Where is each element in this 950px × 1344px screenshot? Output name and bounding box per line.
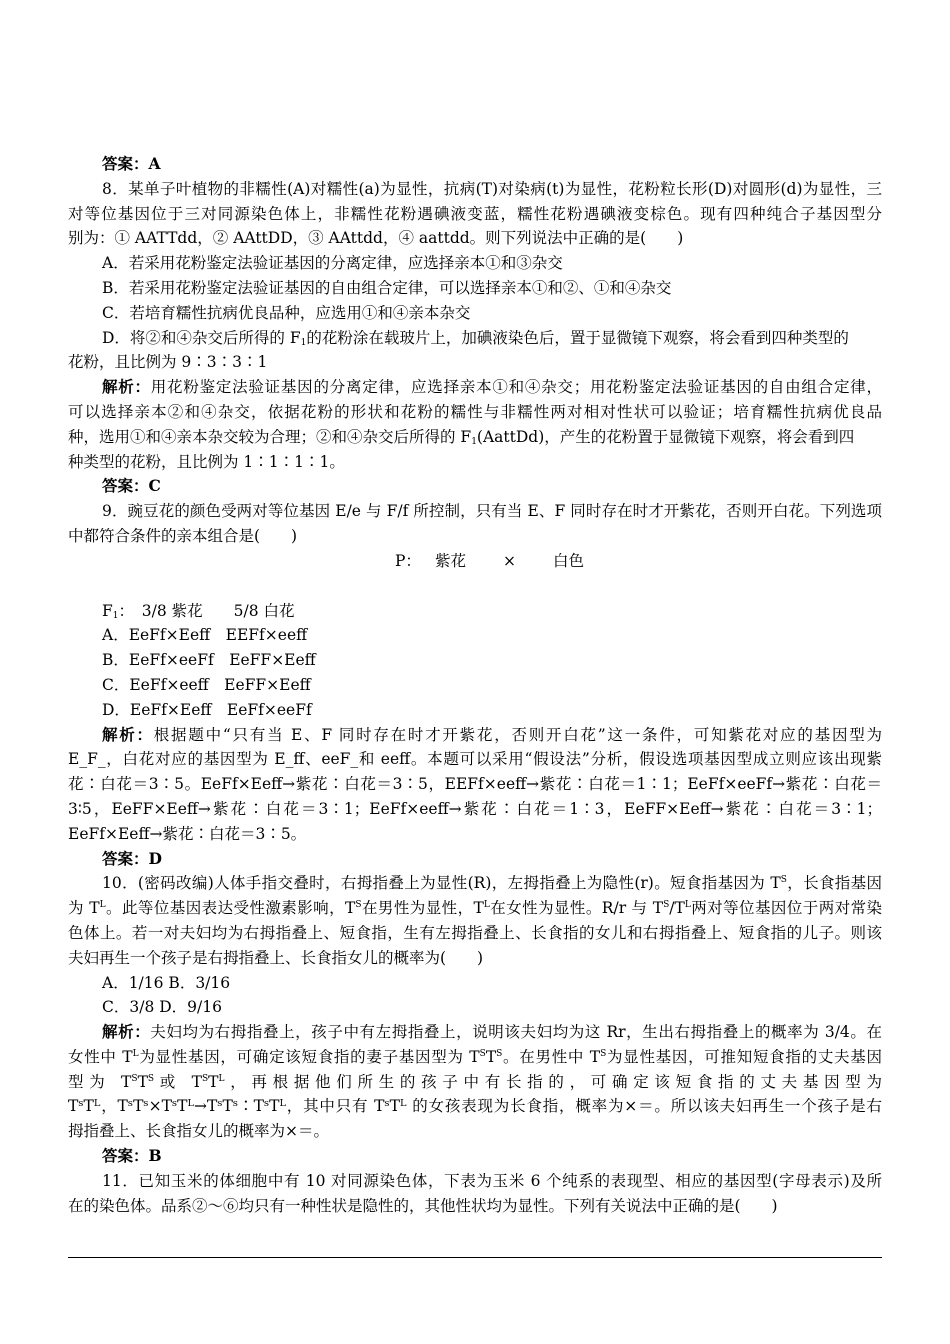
q10-analysis-text-3e: ，再根据他们所生的孩子中有长指的，可确定该短食指的丈夫基因型为 [224, 1072, 882, 1091]
q10-options-line-2: C．3/8 D．9/16 [102, 998, 222, 1017]
q9-cross-diagram [68, 549, 882, 574]
q10-analysis-sup-3c: S [202, 1073, 209, 1084]
q8-option-d-line-2: 花粉，且比例为 9∶3∶3∶1 [68, 353, 268, 372]
q10-analysis-sup-2a: L [132, 1048, 139, 1059]
q10-stem-line-4: 夫妇再生一个孩子是右拇指叠上、长食指女儿的概率为( ) [68, 948, 484, 967]
q10-analysis-line-2 [68, 1045, 882, 1070]
q9-option-a: A．EeFf×Eeff EEFf×eeff [102, 626, 308, 645]
q9-analysis-line-4: 3∶5，EeFF×Eeff→紫花∶白花＝3∶1；EeFf×eeff→紫花∶白花＝1∶3，EeFF×Eeff→紫花∶白花＝3∶1； [68, 799, 882, 818]
q9-option-c: C．EeFf×eeff EeFF×Eeff [102, 675, 311, 694]
q10-stem-sup-2e: L [684, 900, 691, 911]
q8-option-a: A．若采用花粉鉴定法验证基因的分离定律，应选择亲本①和③杂交 [102, 254, 563, 273]
q11-stem-line-2: 在的染色体。品系②～⑥均只有一种性状是隐性的，其他性状均为显性。下列有关说法中正确的是( ) [68, 1196, 778, 1215]
q9-analysis-line-3: 花∶白花＝3∶5。EeFf×Eeff→紫花∶白花＝3∶5，EEFf×eeff→紫花∶白花＝1∶1；EeFf×eeFf→紫花∶白花＝ [68, 775, 882, 794]
q10-stem-text-1a: 10．(密码改编)人体手指交叠时，右拇指叠上为显性(R)，左拇指叠上为隐性(r)。短食指基因为 T [102, 874, 781, 893]
q9-analysis-line-5: EeFf×Eeff→紫花∶白花＝3∶5。 [68, 824, 307, 843]
q9-cross-p: P： [395, 551, 421, 570]
q10-analysis-sup-2b: S [479, 1048, 486, 1059]
q9-cross-symbol: × [503, 551, 516, 570]
q10-stem-line-3: 色体上。若一对夫妇均为右拇指叠上、短食指，生有左拇指叠上、长食指的女儿和右拇指叠上、短食指的儿子。则该 [68, 923, 882, 942]
q7-answer: 答案：A [102, 154, 161, 173]
q8-option-d-line-1 [68, 326, 882, 351]
q10-stem-text-2d: 在女性为显性。R/r 与 T [489, 899, 664, 918]
q9-answer: 答案：D [102, 848, 162, 868]
q10-analysis-sup-3a: S [131, 1073, 138, 1084]
q9-f1-ratio: ： 3/8 紫花 5/8 白花 [118, 601, 295, 620]
q9-stem-line-1: 9．豌豆花的颜色受两对等位基因 E/e 与 F/f 所控制，只有当 E、F 同时存在时才开紫花，否则开白花。下列选项 [102, 502, 882, 521]
q10-stem-sup-2d: S [663, 900, 670, 911]
q10-analysis-sup-3b: S [147, 1073, 155, 1084]
q9-cross-parent-b: 白色 [553, 551, 585, 570]
q8-analysis-line-2: 可以选择亲本②和④杂交，依据花粉的形状和花粉的糯性与非糯性两对相对性状可以验证；培育糯性抗病优良品 [68, 402, 882, 421]
q10-analysis-label: 解析： [102, 1022, 151, 1042]
q10-analysis-sup-2d: S [600, 1048, 607, 1059]
q10-analysis-text-2e: 为显性基因，可推知短食指的丈夫基因 [606, 1047, 882, 1066]
q11-stem-line-1: 11．已知玉米的体细胞中有 10 对同源染色体，下表为玉米 6 个纯系的表现型、相应的基因型(字母表示)及所 [102, 1171, 882, 1190]
q8-stem-line-2: 对等位基因位于三对同源染色体上，非糯性花粉遇碘液变蓝，糯性花粉遇碘液变棕色。现有四种纯合子基因型分 [68, 204, 882, 223]
q8-analysis-text-3a: 种，选用①和④亲本杂交较为合理；②和④杂交后所得的 F [68, 427, 472, 446]
q10-stem-text-2b: 。此等位基因表达受性激素影响，T [105, 899, 356, 918]
q9-f1-line [68, 599, 882, 624]
q10-analysis-text-3c: 或 T [154, 1072, 202, 1091]
q10-analysis-text-2d: 。在男性中 T [502, 1047, 601, 1066]
q9-analysis-text-1: 根据题中“只有当 E、F 同时存在时才开紫花，否则开白花”这一条件，可知紫花对应的基因型为 [153, 725, 882, 744]
q10-stem-sup-2c: L [483, 900, 490, 911]
q10-analysis-text-2c: T [485, 1047, 497, 1066]
q8-option-d-text-b: 的花粉涂在载玻片上，加碘液染色后，置于显微镜下观察，将会看到四种类型的 [306, 328, 849, 347]
q10-analysis-line-3 [68, 1070, 882, 1095]
q10-analysis-text-3d: T [208, 1072, 219, 1091]
q8-analysis-line-3 [68, 425, 882, 450]
q10-stem-text-1b: ，长食指基因 [786, 874, 882, 893]
q8-analysis-text-3b: (AattDd)，产生的花粉置于显微镜下观察，将会看到四 [476, 427, 855, 446]
q10-analysis-line-5: 拇指叠上、长食指女儿的概率为×＝。 [68, 1122, 329, 1141]
q8-analysis-line-4: 种类型的花粉，且比例为 1∶1∶1∶1。 [68, 452, 345, 471]
q9-cross-gap [68, 574, 882, 599]
q10-stem-text-2a: 为 T [68, 899, 100, 918]
q9-f1-label: F [102, 601, 113, 620]
q8-option-d-text-a: D．将②和④杂交后所得的 F [102, 328, 301, 347]
q9-option-b: B．EeFf×eeFf EeFF×Eeff [102, 651, 316, 670]
q10-stem-sup-2b: S [355, 900, 362, 911]
q10-stem-text-2c: 在男性为显性，T [361, 899, 484, 918]
q10-analysis-line-1 [68, 1020, 882, 1045]
q9-analysis-line-1 [68, 723, 882, 748]
q8-stem-line-3: 别为：① AATTdd，② AAttDD，③ AAttdd，④ aattdd。则下列说法中正确的是( ) [68, 229, 684, 248]
q10-stem-line-1 [68, 871, 882, 896]
q10-stem-line-2 [68, 896, 882, 921]
q8-option-d-subscript: 1 [300, 337, 307, 348]
q10-answer: 答案：B [102, 1146, 162, 1166]
q10-stem-text-2f: 两对等位基因位于两对常染 [690, 899, 882, 918]
q8-answer: 答案：C [102, 476, 161, 496]
q8-analysis-line-1 [68, 375, 882, 400]
q9-cross-parent-a: 紫花 [435, 551, 467, 570]
document-page [68, 152, 882, 1218]
q8-analysis-subscript: 1 [471, 436, 477, 447]
q10-options-line-1: A．1/16 B．3/16 [102, 973, 231, 992]
q8-analysis-label: 解析： [102, 377, 151, 397]
q10-stem-text-2e: /T [669, 899, 685, 918]
q9-analysis-line-2: E_F_，白花对应的基因型为 E_ff、eeF_和 eeff。本题可以采用“假设法”分析，假设选项基因型成立则应该出现紫 [68, 750, 882, 769]
q8-analysis-text-1: 用花粉鉴定法验证基因的分离定律，应选择亲本①和④杂交；用花粉鉴定法验证基因的自由组合定律， [150, 378, 882, 397]
q10-analysis-text-3a: 型为 T [68, 1072, 132, 1091]
q10-stem-sup-2a: L [99, 900, 106, 911]
q8-option-b: B．若采用花粉鉴定法验证基因的自由组合定律，可以选择亲本①和②、①和④杂交 [102, 278, 672, 297]
footer-rule [68, 1257, 882, 1258]
q10-analysis-line-4: TˢTᴸ，TˢTˢ×TˢTᴸ→TˢTˢ∶TˢTᴸ，其中只有 TˢTᴸ 的女孩表现为长食指，概率为×＝。所以该夫妇再生一个孩子是右 [68, 1097, 882, 1116]
q10-analysis-sup-3d: L [218, 1073, 225, 1084]
q10-analysis-text-2b: 为显性基因，可确定该短食指的妻子基因型为 T [138, 1047, 480, 1066]
q9-option-d: D．EeFf×Eeff EeFf×eeFf [102, 700, 312, 719]
q10-stem-sup-1: S [780, 875, 787, 886]
q10-analysis-text-1: 夫妇均为右拇指叠上，孩子中有左拇指叠上，说明该夫妇均为这 Rr，生出右拇指叠上的概率为 3/4。在 [150, 1023, 882, 1042]
q9-f1-subscript: 1 [112, 610, 119, 621]
q10-analysis-text-2a: 女性中 T [68, 1047, 133, 1066]
q10-analysis-text-3b: T [137, 1072, 148, 1091]
q9-stem-line-2: 中都符合条件的亲本组合是( ) [68, 526, 298, 545]
q8-option-c: C．若培育糯性抗病优良品种，应选用①和④亲本杂交 [102, 303, 471, 322]
q9-analysis-label: 解析： [102, 724, 154, 744]
q10-analysis-sup-2c: S [496, 1048, 503, 1059]
q8-stem-line-1: 8．某单子叶植物的非糯性(A)对糯性(a)为显性，抗病(T)对染病(t)为显性，花粉粒长形(D)对圆形(d)为显性，三 [102, 179, 882, 198]
